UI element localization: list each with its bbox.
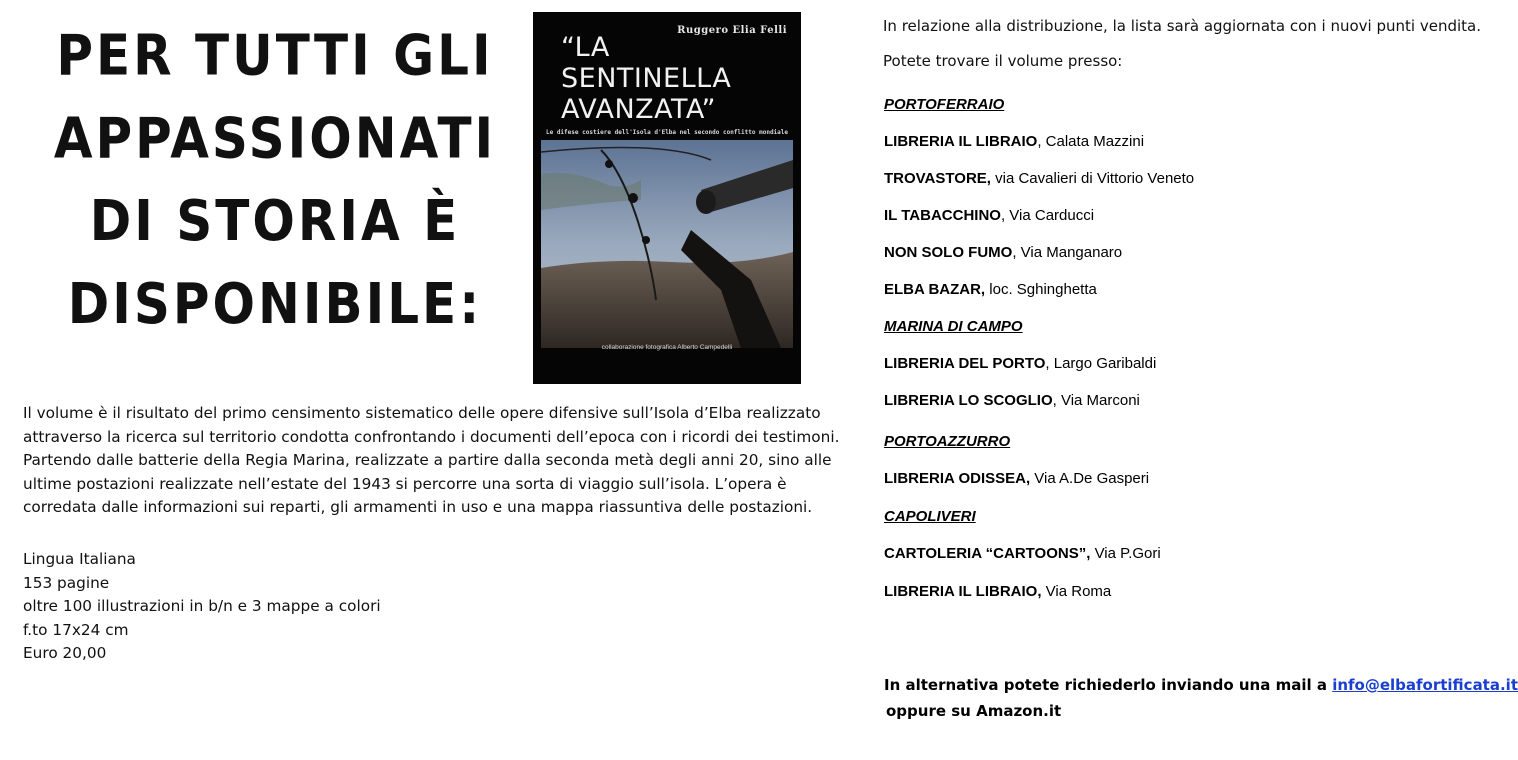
amazon-line: oppure su Amazon.it bbox=[886, 702, 1062, 720]
book-specs bbox=[23, 548, 381, 666]
headline-line: PER TUTTI GLI bbox=[56, 22, 494, 88]
headline-line: DISPONIBILE: bbox=[67, 271, 483, 337]
shop-entry: LIBRERIA IL LIBRAIO, Calata Mazzini bbox=[884, 133, 1145, 150]
shop-entry: TROVASTORE, via Cavalieri di Vittorio Veneto bbox=[884, 170, 1195, 187]
headline-line: DI STORIA È bbox=[89, 188, 461, 254]
shop-entry: IL TABACCHINO, Via Carducci bbox=[884, 207, 1095, 224]
town-heading: PORTOAZZURRO bbox=[884, 433, 1011, 450]
cover-title bbox=[561, 32, 731, 125]
headline bbox=[40, 14, 510, 346]
spec-illustrations: oltre 100 illustrazioni in b/n e 3 mappe a colori bbox=[23, 597, 381, 615]
shop-entry: LIBRERIA IL LIBRAIO, Via Roma bbox=[884, 583, 1112, 600]
spec-format: f.to 17x24 cm bbox=[23, 620, 129, 639]
town-heading: MARINA DI CAMPO bbox=[884, 318, 1023, 335]
cover-title-line: SENTINELLA bbox=[561, 63, 732, 94]
book-cover bbox=[533, 12, 801, 384]
cover-subtitle: Le difese costiere dell'Isola d'Elba nel secondo conflitto mondiale bbox=[545, 129, 789, 136]
headline-line: APPASSIONATI bbox=[53, 105, 497, 171]
shop-entry: NON SOLO FUMO, Via Manganaro bbox=[884, 244, 1123, 261]
cover-credit: collaborazione fotografica Alberto Campedelli bbox=[601, 344, 733, 351]
shop-entry: LIBRERIA LO SCOGLIO, Via Marconi bbox=[884, 392, 1140, 409]
shop-entry: CARTOLERIA “CARTOONS”, Via P.Gori bbox=[884, 545, 1161, 562]
spec-language: Lingua Italiana bbox=[23, 550, 136, 568]
book-description: Il volume è il risultato del primo censimento sistematico delle opere difensive sull’Isola d’Elba realizzato attraverso la ricerca sul territorio condotta confrontando i documenti dell’epoca con i ricordi dei testimoni. Partendo dalle batterie della Regia Marina, realizzate a partire dalla seconda metà degli anni 20, sino alle ultime postazioni realizzate nell’estate del 1943 si percorre una sorta di viaggio sull’isola. L’opera è corredata dalle informazioni sui reparti, gli armamenti in uso e una mappa riassuntiva delle postazioni. bbox=[23, 404, 840, 516]
contact-line bbox=[884, 676, 1518, 694]
spec-price: Euro 20,00 bbox=[23, 644, 107, 662]
contact-text: In alternativa potete richiederlo inviando una mail a bbox=[884, 676, 1333, 694]
cover-author: Ruggero Elia Felli bbox=[677, 25, 787, 36]
shop-entry: ELBA BAZAR, loc. Sghinghetta bbox=[884, 281, 1097, 298]
cover-title-line: AVANZATA” bbox=[561, 94, 717, 125]
town-heading: PORTOFERRAIO bbox=[884, 96, 1005, 113]
shop-entry: LIBRERIA ODISSEA, Via A.De Gasperi bbox=[884, 470, 1150, 487]
spec-pages: 153 pagine bbox=[23, 573, 110, 592]
town-heading: CAPOLIVERI bbox=[884, 508, 976, 525]
distribution-notice: In relazione alla distribuzione, la lista sarà aggiornata con i nuovi punti vendita. bbox=[883, 17, 1481, 35]
cover-title-line: “LA bbox=[561, 32, 610, 63]
available-at-label: Potete trovare il volume presso: bbox=[883, 52, 1123, 70]
cover-photo bbox=[541, 140, 793, 348]
shop-entry: LIBRERIA DEL PORTO, Largo Garibaldi bbox=[884, 355, 1157, 372]
email-link[interactable]: info@elbafortificata.it bbox=[1332, 676, 1518, 694]
